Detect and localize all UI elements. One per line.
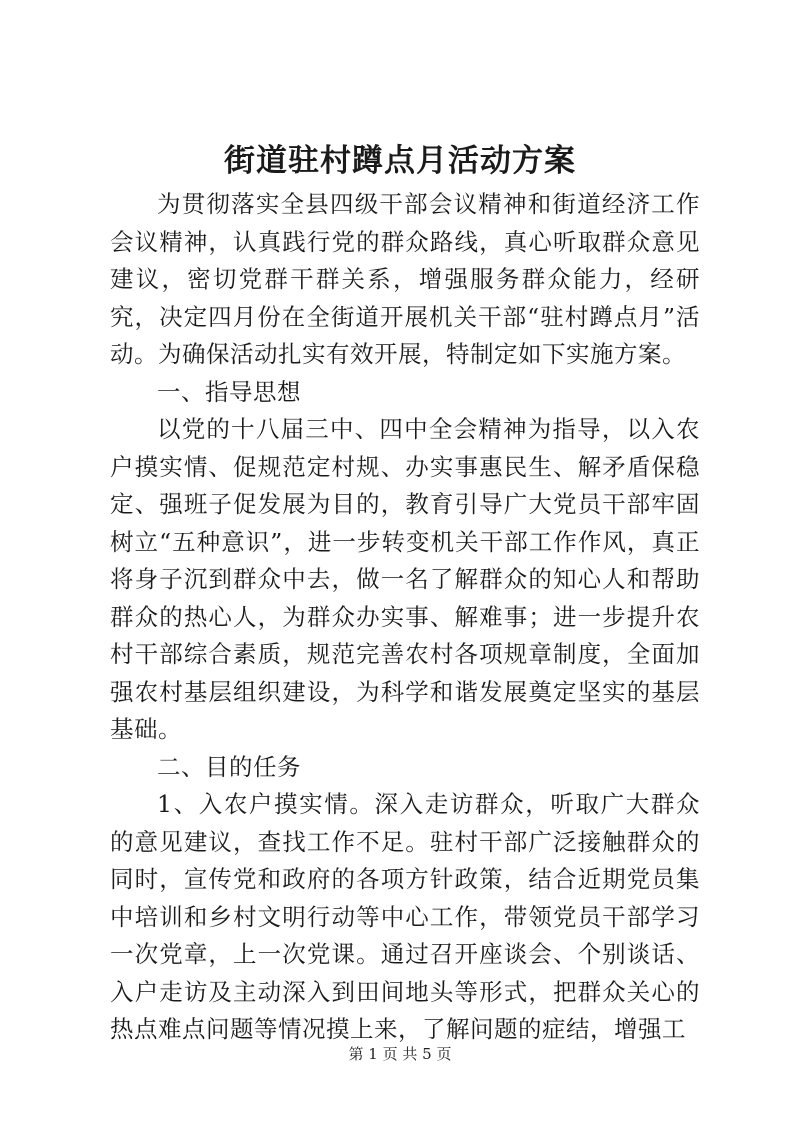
section-heading-guiding-ideology: 一、指导思想 (157, 377, 301, 406)
paragraph-guiding-ideology: 以党的十八届三中、四中全会精神为指导，以入农户摸实情、促规范定村规、办实事惠民生、解矛盾保稳定、强班子促发展为目的，教育引导广大党员干部牢固树立“五种意识”，进一步转变机关干部工作作风，真正将身子沉到群众中去，做一名了解群众的知心人和帮助群众的热心人，为群众办实事、解难事；进一步提升农村干部综合素质，规范完善农村各项规章制度，全面加强农村基层组织建设，为科学和谐发展奠定坚实的基层基础。 (110, 415, 700, 743)
document-title: 街道驻村蹲点月活动方案 (224, 143, 576, 179)
section-heading-objectives: 二、目的任务 (157, 752, 301, 781)
paragraph-objective-1: 1、入农户摸实情。深入走访群众，听取广大群众的意见建议，查找工作不足。驻村干部广泛接触群众的同时，宣传党和政府的各项方针政策，结合近期党员集中培训和乡村文明行动等中心工作，带领党员干部学习一次党章，上一次党课。通过召开座谈会、个别谈话、入户走访及主动深入到田间地头等形式，把群众关心的热点难点问题等情况摸上来，了解问题的症结，增强工 (110, 790, 700, 1043)
page-number-footer: 第 1 页 共 5 页 (348, 1045, 452, 1063)
document-body (110, 186, 700, 1049)
paragraph-intro: 为贯彻落实全县四级干部会议精神和街道经济工作会议精神，认真践行党的群众路线，真心听取群众意见建议，密切党群干群关系，增强服务群众能力，经研究，决定四月份在全街道开展机关干部“驻村蹲点月”活动。为确保活动扎实有效开展，特制定如下实施方案。 (110, 190, 700, 368)
